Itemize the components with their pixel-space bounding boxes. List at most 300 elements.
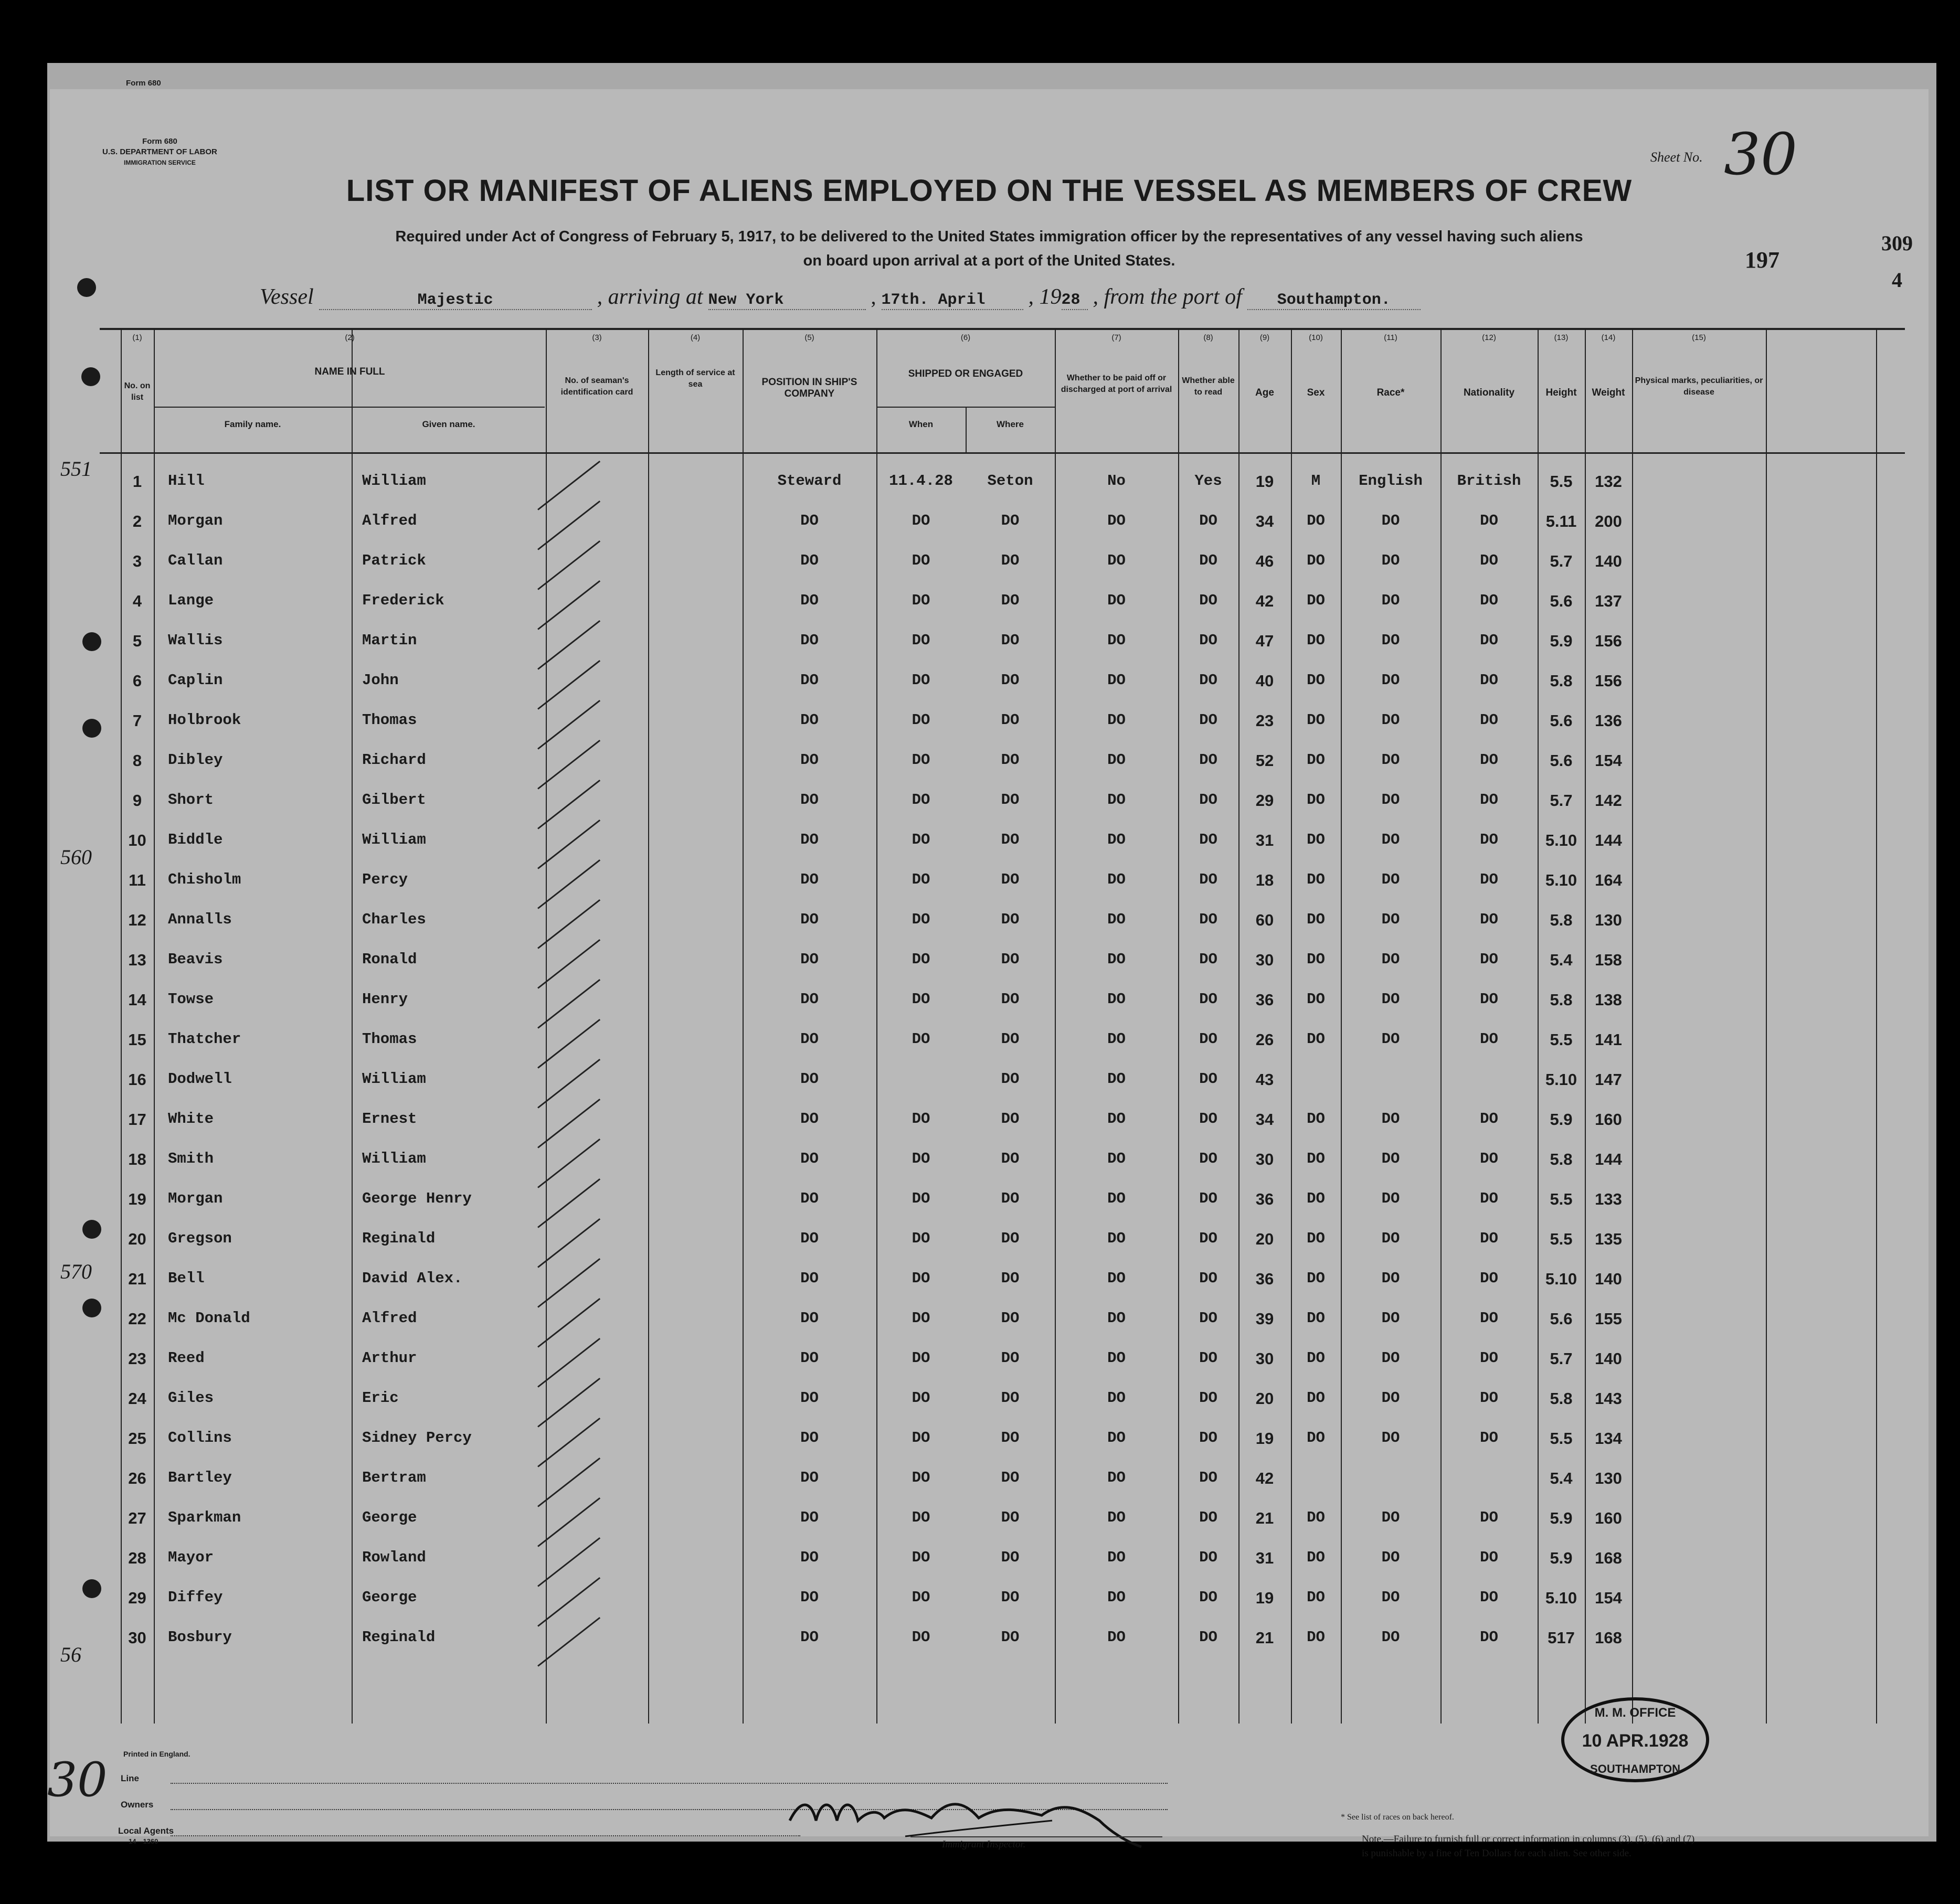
cell-position: DO — [800, 1070, 819, 1088]
cell-height: 5.5 — [1550, 1230, 1573, 1248]
cell-height: 5.9 — [1550, 1549, 1573, 1567]
cell-age: 36 — [1255, 991, 1274, 1009]
cell-position: DO — [800, 1429, 819, 1446]
cell-position: DO — [800, 751, 819, 769]
cell-position: Steward — [777, 472, 842, 490]
cell-height: 5.10 — [1545, 871, 1577, 889]
check-mark — [537, 1577, 600, 1627]
cell-age: 18 — [1255, 871, 1274, 889]
cell-no: 20 — [128, 1230, 146, 1248]
cell-when: DO — [912, 592, 930, 609]
cell-family: Giles — [168, 1389, 214, 1407]
cell-given: Reginald — [362, 1230, 436, 1247]
footer-agents-label: Local Agents — [118, 1826, 174, 1836]
cell-when: DO — [912, 911, 930, 928]
cell-given: William — [362, 831, 426, 848]
cell-race: DO — [1381, 552, 1400, 569]
column-header: Weight — [1592, 387, 1625, 398]
cell-paid: DO — [1107, 1469, 1126, 1486]
cell-no: 3 — [132, 552, 142, 570]
column-header: POSITION IN SHIP'S COMPANY — [761, 377, 857, 399]
cell-nat: DO — [1480, 1389, 1498, 1407]
cell-height: 5.8 — [1550, 672, 1573, 690]
cell-nat: DO — [1480, 1429, 1498, 1446]
cell-weight: 140 — [1595, 1270, 1622, 1288]
cell-age: 36 — [1255, 1270, 1274, 1288]
column-number: (8) — [1203, 333, 1213, 342]
cell-race: DO — [1381, 1030, 1400, 1048]
cell-when: DO — [912, 632, 930, 649]
margin-note: 570 — [60, 1260, 92, 1283]
cell-family: Annalls — [168, 911, 232, 928]
cell-family: Holbrook — [168, 711, 241, 729]
cell-where: DO — [1001, 751, 1020, 769]
cell-given: Percy — [362, 871, 408, 888]
cell-age: 34 — [1255, 512, 1274, 530]
cell-family: Chisholm — [168, 871, 241, 888]
cell-height: 5.8 — [1550, 1389, 1573, 1408]
cell-given: George — [362, 1509, 417, 1526]
cell-no: 23 — [128, 1349, 146, 1368]
cell-nat: DO — [1480, 1629, 1498, 1646]
cell-family: Wallis — [168, 632, 223, 649]
cell-read: DO — [1199, 592, 1217, 609]
department: U.S. DEPARTMENT OF LABOR — [102, 147, 217, 156]
punch-hole — [82, 632, 101, 651]
cell-position: DO — [800, 1190, 819, 1207]
cell-where: DO — [1001, 1030, 1020, 1048]
header-bottom-rule — [100, 452, 1905, 454]
cell-sex: M — [1311, 472, 1321, 490]
cell-sex: DO — [1307, 1150, 1325, 1167]
cell-no: 7 — [132, 711, 142, 730]
cell-sex: DO — [1307, 1389, 1325, 1407]
check-mark — [537, 1178, 600, 1228]
cell-where: DO — [1001, 711, 1020, 729]
cell-given: William — [362, 1070, 426, 1088]
cell-given: Sidney Percy — [362, 1429, 472, 1446]
cell-paid: DO — [1107, 711, 1126, 729]
punch-hole — [82, 1299, 101, 1317]
cell-family: Gregson — [168, 1230, 232, 1247]
cell-given: Martin — [362, 632, 417, 649]
cell-when: DO — [912, 871, 930, 888]
cell-paid: DO — [1107, 1110, 1126, 1127]
cell-height: 5.10 — [1545, 831, 1577, 849]
cell-where: DO — [1001, 1549, 1020, 1566]
check-mark — [537, 1099, 600, 1148]
column-number: (13) — [1554, 333, 1569, 342]
subtitle — [276, 225, 1703, 273]
cell-paid: DO — [1107, 791, 1126, 809]
cell-when: DO — [912, 1230, 930, 1247]
cell-race: DO — [1381, 1549, 1400, 1566]
cell-family: Dibley — [168, 751, 223, 769]
cell-position: DO — [800, 1389, 819, 1407]
cell-paid: DO — [1107, 1549, 1126, 1566]
cell-position: DO — [800, 672, 819, 689]
cell-paid: DO — [1107, 672, 1126, 689]
cell-no: 26 — [128, 1469, 146, 1487]
cell-sex: DO — [1307, 632, 1325, 649]
stamp-office: M. M. OFFICE — [1594, 1706, 1676, 1720]
cell-paid: DO — [1107, 512, 1126, 529]
cell-position: DO — [800, 871, 819, 888]
cell-where: DO — [1001, 1150, 1020, 1167]
cell-height: 5.6 — [1550, 592, 1573, 610]
column-rule — [1632, 328, 1633, 1724]
cell-where: DO — [1001, 1310, 1020, 1327]
cell-read: DO — [1199, 552, 1217, 569]
cell-weight: 168 — [1595, 1549, 1622, 1567]
subtitle-line-2: on board upon arrival at a port of the United States. — [803, 252, 1175, 269]
cell-no: 15 — [128, 1030, 146, 1049]
cell-family: Caplin — [168, 672, 223, 689]
cell-paid: DO — [1107, 1589, 1126, 1606]
cell-age: 36 — [1255, 1190, 1274, 1208]
check-mark — [537, 1338, 600, 1388]
cell-family: Morgan — [168, 512, 223, 529]
table-top-rule — [100, 328, 1905, 330]
column-header: NAME IN FULL — [314, 366, 385, 377]
column-number: (6) — [960, 333, 971, 342]
arrival-year: 28 — [1062, 291, 1088, 310]
cell-given: George — [362, 1589, 417, 1606]
cell-height: 5.6 — [1550, 751, 1573, 770]
cell-weight: 130 — [1595, 911, 1622, 929]
cell-when: DO — [912, 1150, 930, 1167]
cell-sex: DO — [1307, 911, 1325, 928]
cell-paid: DO — [1107, 911, 1126, 928]
cell-family: Morgan — [168, 1190, 223, 1207]
check-mark — [537, 979, 600, 1029]
cell-no: 28 — [128, 1549, 146, 1567]
cell-given: Patrick — [362, 552, 426, 569]
cell-nat: DO — [1480, 1310, 1498, 1327]
punch-hole — [81, 367, 100, 386]
cell-weight: 164 — [1595, 871, 1622, 889]
cell-weight: 140 — [1595, 1349, 1622, 1368]
cell-age: 20 — [1255, 1389, 1274, 1408]
cell-paid: DO — [1107, 552, 1126, 569]
cell-paid: DO — [1107, 1629, 1126, 1646]
cell-sex: DO — [1307, 751, 1325, 769]
cell-position: DO — [800, 911, 819, 928]
margin-note: 551 — [60, 457, 92, 481]
cell-height: 5.5 — [1550, 1190, 1573, 1208]
cell-no: 12 — [128, 911, 146, 929]
cell-read: DO — [1199, 672, 1217, 689]
cell-family: Thatcher — [168, 1030, 241, 1048]
cell-given: Gilbert — [362, 791, 426, 809]
cell-where: DO — [1001, 911, 1020, 928]
cell-where: DO — [1001, 1270, 1020, 1287]
cell-given: Ronald — [362, 951, 417, 968]
cell-race: DO — [1381, 1429, 1400, 1446]
departure-port: Southampton. — [1247, 291, 1421, 310]
cell-sex: DO — [1307, 1270, 1325, 1287]
cell-when: DO — [912, 1629, 930, 1646]
cell-where: DO — [1001, 672, 1020, 689]
cell-height: 5.4 — [1550, 951, 1573, 969]
cell-where: DO — [1001, 512, 1020, 529]
cell-where: DO — [1001, 1429, 1020, 1446]
cell-read: DO — [1199, 1230, 1217, 1247]
cell-nat: DO — [1480, 1110, 1498, 1127]
footer-line-label: Line — [121, 1773, 139, 1783]
handwritten-count: 30 — [47, 1752, 108, 1807]
cell-paid: DO — [1107, 871, 1126, 888]
cell-weight: 133 — [1595, 1190, 1622, 1208]
name-subrule — [154, 407, 545, 408]
cell-age: 40 — [1255, 672, 1274, 690]
cell-height: 5.7 — [1550, 791, 1573, 810]
cell-height: 5.8 — [1550, 911, 1573, 929]
cell-weight: 137 — [1595, 592, 1622, 610]
cell-weight: 142 — [1595, 791, 1622, 810]
cell-nat: DO — [1480, 1589, 1498, 1606]
cell-race: DO — [1381, 751, 1400, 769]
cell-position: DO — [800, 1310, 819, 1327]
cell-no: 2 — [132, 512, 142, 530]
column-header: Physical marks, peculiarities, or disease — [1635, 376, 1763, 397]
cell-no: 25 — [128, 1429, 146, 1448]
cell-position: DO — [800, 592, 819, 609]
footer-agents-rule — [171, 1835, 800, 1836]
cell-sex: DO — [1307, 592, 1325, 609]
check-mark — [537, 580, 600, 630]
cell-read: DO — [1199, 1589, 1217, 1606]
cell-nat: DO — [1480, 512, 1498, 529]
cell-nat: DO — [1480, 1349, 1498, 1367]
cell-race: DO — [1381, 1629, 1400, 1646]
check-mark — [537, 700, 600, 750]
cell-height: 5.7 — [1550, 552, 1573, 570]
cell-paid: DO — [1107, 1429, 1126, 1446]
cell-height: 5.6 — [1550, 1310, 1573, 1328]
voyage-line: Vessel Majestic , arriving at New York , 17th. April , 1928 , from the port of Southampton. — [260, 284, 1421, 310]
cell-sex: DO — [1307, 1549, 1325, 1566]
cell-read: DO — [1199, 951, 1217, 968]
cell-sex: DO — [1307, 672, 1325, 689]
cell-position: DO — [800, 991, 819, 1008]
cell-position: DO — [800, 1150, 819, 1167]
cell-read: DO — [1199, 1469, 1217, 1486]
cell-age: 42 — [1255, 592, 1274, 610]
cell-race: DO — [1381, 1270, 1400, 1287]
cell-given: Charles — [362, 911, 426, 928]
cell-given: Thomas — [362, 711, 417, 729]
cell-position: DO — [800, 1349, 819, 1367]
cell-when: DO — [912, 1549, 930, 1566]
cell-paid: DO — [1107, 1310, 1126, 1327]
cell-sex: DO — [1307, 871, 1325, 888]
check-mark — [537, 820, 600, 869]
cell-sex: DO — [1307, 831, 1325, 848]
cell-age: 60 — [1255, 911, 1274, 929]
year-prefix: , 19 — [1028, 285, 1062, 309]
cell-race: DO — [1381, 672, 1400, 689]
column-number: (15) — [1692, 333, 1706, 342]
cell-family: Sparkman — [168, 1509, 241, 1526]
column-rule — [648, 328, 649, 1724]
cell-no: 16 — [128, 1070, 146, 1089]
cell-weight: 144 — [1595, 1150, 1622, 1168]
cell-no: 30 — [128, 1629, 146, 1647]
cell-family: Dodwell — [168, 1070, 232, 1088]
cell-when: DO — [912, 751, 930, 769]
cell-given: Eric — [362, 1389, 399, 1407]
cell-no: 13 — [128, 951, 146, 969]
year-code: 197 — [1745, 247, 1779, 273]
cell-paid: DO — [1107, 1509, 1126, 1526]
check-mark — [537, 660, 600, 710]
cell-when: DO — [912, 1589, 930, 1606]
check-mark — [537, 939, 600, 989]
check-mark — [537, 540, 600, 590]
cell-height: 5.9 — [1550, 1509, 1573, 1527]
cell-no: 18 — [128, 1150, 146, 1168]
column-header: Age — [1255, 387, 1274, 398]
cell-no: 6 — [132, 672, 142, 690]
cell-no: 14 — [128, 991, 146, 1009]
subheader-when: When — [908, 419, 934, 429]
cell-position: DO — [800, 1549, 819, 1566]
cell-no: 5 — [132, 632, 142, 650]
cell-age: 19 — [1255, 1589, 1274, 1607]
cell-nat: DO — [1480, 751, 1498, 769]
form-number-top: Form 680 — [126, 79, 161, 88]
cell-age: 29 — [1255, 791, 1274, 810]
cell-no: 29 — [128, 1589, 146, 1607]
cell-where: DO — [1001, 831, 1020, 848]
cell-weight: 160 — [1595, 1509, 1622, 1527]
column-rule — [1876, 328, 1877, 1724]
punch-hole — [77, 278, 96, 297]
cell-read: DO — [1199, 1190, 1217, 1207]
cell-paid: DO — [1107, 1150, 1126, 1167]
cell-position: DO — [800, 831, 819, 848]
cell-height: 5.10 — [1545, 1270, 1577, 1288]
cell-sex: DO — [1307, 991, 1325, 1008]
cell-when: DO — [912, 512, 930, 529]
subtitle-line-1: Required under Act of Congress of February 5, 1917, to be delivered to the United States immigration officer by the representatives of any vessel having such aliens — [395, 228, 1583, 245]
cell-family: White — [168, 1110, 214, 1127]
margin-note: 56 — [60, 1643, 81, 1666]
column-number: (11) — [1384, 333, 1397, 342]
cell-position: DO — [800, 711, 819, 729]
form-number: Form 680 — [142, 137, 177, 146]
cell-family: Mayor — [168, 1549, 214, 1566]
cell-weight: 168 — [1595, 1629, 1622, 1647]
cell-age: 42 — [1255, 1469, 1274, 1487]
printed-in: Printed in England. — [123, 1750, 190, 1758]
cell-height: 517 — [1548, 1629, 1575, 1647]
cell-race: DO — [1381, 512, 1400, 529]
cell-race: DO — [1381, 951, 1400, 968]
cell-age: 34 — [1255, 1110, 1274, 1129]
cell-paid: DO — [1107, 991, 1126, 1008]
cell-no: 10 — [128, 831, 146, 849]
cell-age: 26 — [1255, 1030, 1274, 1049]
arrival-port: New York — [708, 291, 866, 310]
cell-when: DO — [912, 831, 930, 848]
cell-given: Henry — [362, 991, 408, 1008]
cell-nat: DO — [1480, 552, 1498, 569]
cell-family: Smith — [168, 1150, 214, 1167]
cell-position: DO — [800, 632, 819, 649]
cell-weight: 132 — [1595, 472, 1622, 491]
cell-when: DO — [912, 791, 930, 809]
cell-nat: DO — [1480, 911, 1498, 928]
margin-note: 560 — [60, 845, 92, 869]
cell-height: 5.8 — [1550, 991, 1573, 1009]
column-number: (2) — [345, 333, 355, 342]
column-number: (5) — [804, 333, 814, 342]
cell-family: Towse — [168, 991, 214, 1008]
cell-no: 8 — [132, 751, 142, 770]
cell-read: DO — [1199, 1270, 1217, 1287]
cell-height: 5.11 — [1545, 512, 1577, 530]
cell-height: 5.10 — [1545, 1070, 1577, 1089]
check-mark — [537, 1537, 600, 1587]
cell-given: Alfred — [362, 1310, 417, 1327]
cell-sex: DO — [1307, 1190, 1325, 1207]
cell-position: DO — [800, 1230, 819, 1247]
punch-hole — [82, 1220, 101, 1239]
cell-when: DO — [912, 1310, 930, 1327]
cell-family: Lange — [168, 592, 214, 609]
check-mark — [537, 1617, 600, 1667]
cell-position: DO — [800, 1469, 819, 1486]
cell-nat: DO — [1480, 672, 1498, 689]
column-number: (1) — [132, 333, 142, 342]
cell-given: John — [362, 672, 399, 689]
check-mark — [537, 1019, 600, 1069]
cell-height: 5.10 — [1545, 1589, 1577, 1607]
cell-paid: DO — [1107, 1349, 1126, 1367]
cell-paid: DO — [1107, 951, 1126, 968]
cell-read: DO — [1199, 1629, 1217, 1646]
cell-where: DO — [1001, 1110, 1020, 1127]
cell-nat: DO — [1480, 711, 1498, 729]
cell-position: DO — [800, 1270, 819, 1287]
cell-when: DO — [912, 951, 930, 968]
cell-height: 5.5 — [1550, 1030, 1573, 1049]
cell-weight: 144 — [1595, 831, 1622, 849]
cell-where: DO — [1001, 951, 1020, 968]
cell-where: DO — [1001, 871, 1020, 888]
cell-race: DO — [1381, 1230, 1400, 1247]
cell-weight: 135 — [1595, 1230, 1622, 1248]
cell-when: DO — [912, 1509, 930, 1526]
cell-read: DO — [1199, 632, 1217, 649]
subheader-given: Given name. — [422, 419, 475, 429]
cell-nat: DO — [1480, 791, 1498, 809]
cell-age: 39 — [1255, 1310, 1274, 1328]
cell-family: Bartley — [168, 1469, 232, 1486]
column-rule — [154, 328, 155, 1724]
cell-sex: DO — [1307, 1030, 1325, 1048]
manifest-sheet — [47, 89, 1929, 1859]
cell-read: DO — [1199, 831, 1217, 848]
cell-nat: DO — [1480, 951, 1498, 968]
column-header: Whether able to read — [1182, 376, 1235, 397]
cell-no: 22 — [128, 1310, 146, 1328]
cell-nat: DO — [1480, 1190, 1498, 1207]
cell-paid: DO — [1107, 1070, 1126, 1088]
cell-read: DO — [1199, 1030, 1217, 1048]
